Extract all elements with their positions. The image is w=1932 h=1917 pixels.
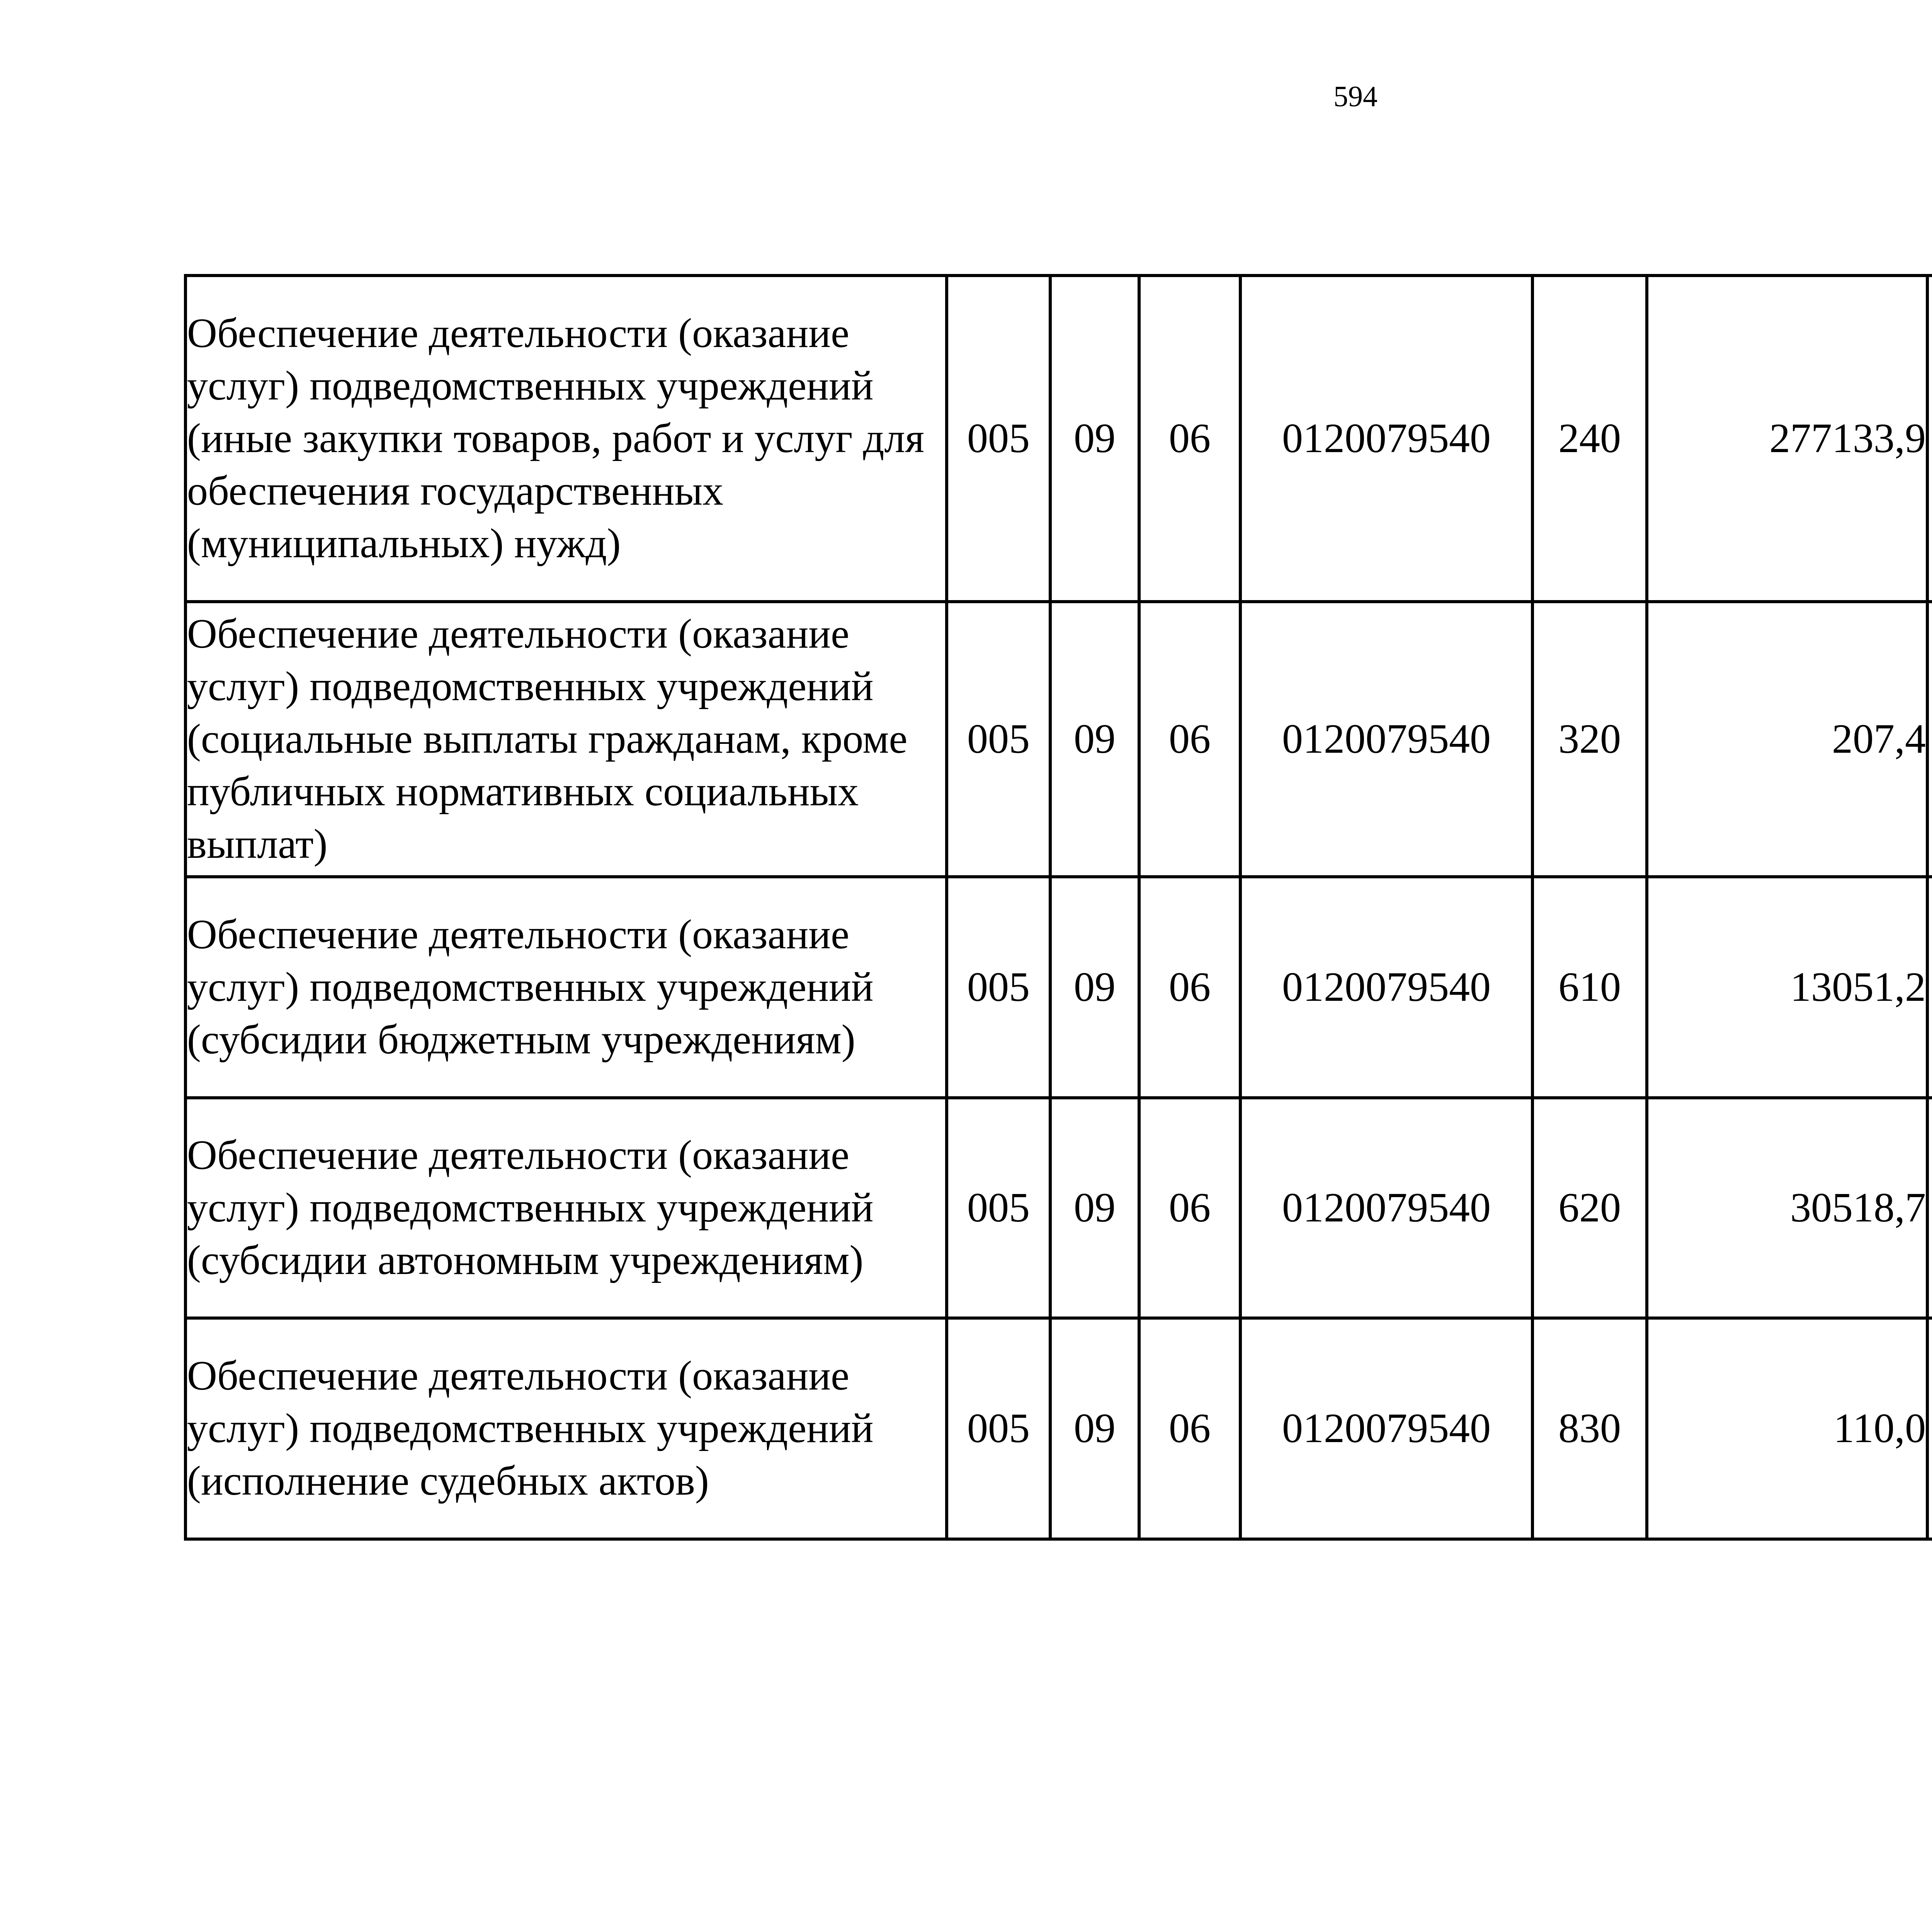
- section-code: 09: [1050, 602, 1139, 877]
- amount-year-2: [1927, 1318, 1932, 1539]
- expense-type-code: 240: [1532, 276, 1647, 602]
- row-description: Обеспечение деятельности (оказание услуг) подведомственных учреждений (иные закупки товаров, работ и услуг для обеспечения государственных (муниципальных) нужд): [185, 276, 947, 602]
- ministry-code: 005: [947, 1318, 1050, 1539]
- table-row: [185, 276, 1932, 602]
- target-article-code: 0120079540: [1240, 276, 1532, 602]
- table-row: [185, 877, 1932, 1098]
- expense-type-code: 320: [1532, 602, 1647, 877]
- table-row: [185, 1098, 1932, 1318]
- expense-type-code: 830: [1532, 1318, 1647, 1539]
- ministry-code: 005: [947, 602, 1050, 877]
- table-row: [185, 602, 1932, 877]
- expense-type-code: 620: [1532, 1098, 1647, 1318]
- subsection-code: 06: [1139, 602, 1240, 877]
- ministry-code: 005: [947, 877, 1050, 1098]
- row-description: Обеспечение деятельности (оказание услуг) подведомственных учреждений (субсидии автономным учреждениям): [185, 1098, 947, 1318]
- section-code: 09: [1050, 276, 1139, 602]
- budget-table: [184, 274, 1932, 1541]
- subsection-code: 06: [1139, 1098, 1240, 1318]
- page-number: 594: [1333, 80, 1378, 113]
- ministry-code: 005: [947, 1098, 1050, 1318]
- table-row: [185, 1318, 1932, 1539]
- subsection-code: 06: [1139, 1318, 1240, 1539]
- subsection-code: 06: [1139, 276, 1240, 602]
- row-description: Обеспечение деятельности (оказание услуг) подведомственных учреждений (социальные выплаты гражданам, кроме публичных нормативных социальных выплат): [185, 602, 947, 877]
- amount-year-2: [1927, 602, 1932, 877]
- expense-type-code: 610: [1532, 877, 1647, 1098]
- section-code: 09: [1050, 877, 1139, 1098]
- section-code: 09: [1050, 1318, 1139, 1539]
- subsection-code: 06: [1139, 877, 1240, 1098]
- amount-year-1: 13051,2: [1647, 877, 1927, 1098]
- target-article-code: 0120079540: [1240, 602, 1532, 877]
- target-article-code: 0120079540: [1240, 1098, 1532, 1318]
- ministry-code: 005: [947, 276, 1050, 602]
- row-description: Обеспечение деятельности (оказание услуг) подведомственных учреждений (субсидии бюджетным учреждениям): [185, 877, 947, 1098]
- amount-year-1: 30518,7: [1647, 1098, 1927, 1318]
- target-article-code: 0120079540: [1240, 877, 1532, 1098]
- amount-year-2: [1927, 1098, 1932, 1318]
- row-description: Обеспечение деятельности (оказание услуг) подведомственных учреждений (исполнение судебных актов): [185, 1318, 947, 1539]
- target-article-code: 0120079540: [1240, 1318, 1532, 1539]
- amount-year-1: 110,0: [1647, 1318, 1927, 1539]
- amount-year-1: 277133,9: [1647, 276, 1927, 602]
- amount-year-2: [1927, 276, 1932, 602]
- amount-year-1: 207,4: [1647, 602, 1927, 877]
- section-code: 09: [1050, 1098, 1139, 1318]
- amount-year-2: [1927, 877, 1932, 1098]
